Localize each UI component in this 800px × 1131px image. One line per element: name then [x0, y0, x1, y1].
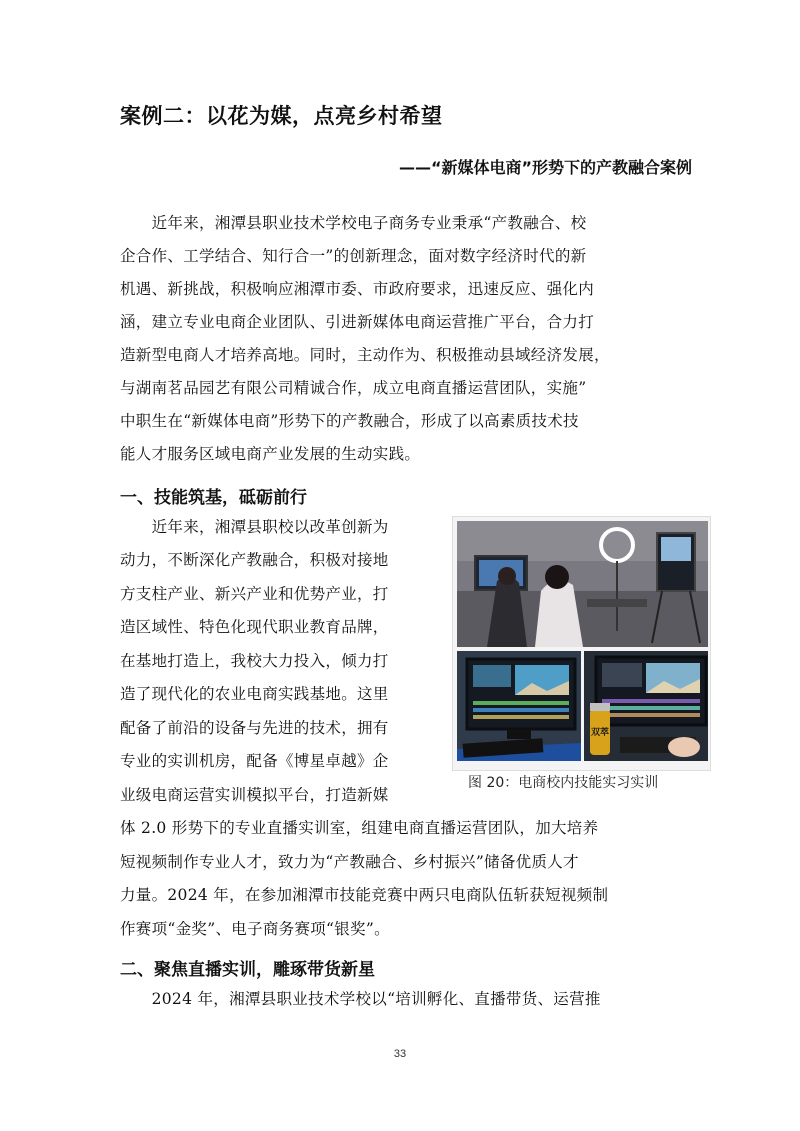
video-editing-photo [457, 651, 581, 761]
body-line: 短视频制作专业人才，致力为“产教融合、乡村振兴”储备优质人才 [120, 853, 579, 871]
body-line: 造了现代化的农业电商实践基地。这里 [120, 685, 389, 703]
case-subtitle: ——“新媒体电商”形势下的产教融合案例 [398, 158, 692, 177]
body-line: 配备了前沿的设备与先进的技术，拥有 [120, 719, 389, 737]
intro-line: 能人才服务区域电商产业发展的生动实践。 [120, 445, 421, 463]
section-heading: 二、聚焦直播实训，雕琢带货新星 [120, 960, 375, 980]
body-line: 近年来，湘潭县职校以改革创新为 [120, 518, 389, 536]
body-line: 体 2.0 形势下的专业直播实训室，组建电商直播运营团队，加大培养 [120, 819, 599, 837]
training-photo-collage [452, 516, 711, 771]
section-heading: 一、技能筑基，砥砺前行 [120, 488, 307, 508]
body-line: 在基地打造上，我校大力投入，倾力打 [120, 652, 389, 670]
body-line: 力量。2024 年，在参加湘潭市技能竞赛中两只电商队伍斩获短视频制 [120, 886, 609, 904]
case-title: 案例二：以花为媒，点亮乡村希望 [120, 104, 443, 128]
figure-caption: 图 20：电商校内技能实习实训 [468, 775, 659, 791]
intro-line: 造新型电商人才培养高地。同时，主动作为、积极推动县域经济发展， [120, 346, 610, 364]
intro-line: 涵，建立专业电商企业团队、引进新媒体电商运营推广平台，合力打 [120, 313, 595, 331]
body-line: 专业的实训机房，配备《博星卓越》企 [120, 752, 389, 770]
body-line: 动力，不断深化产教融合，积极对接地 [120, 551, 389, 569]
editing-workstation-photo [584, 651, 708, 761]
body-line: 业级电商运营实训模拟平台，打造新媒 [120, 786, 389, 804]
body-line: 作赛项“金奖”、电子商务赛项“银奖”。 [120, 920, 390, 938]
intro-line: 与湖南茗品园艺有限公司精诚合作，成立电商直播运营团队，实施” [120, 379, 587, 397]
body-line: 2024 年，湘潭县职业技术学校以“培训孵化、直播带货、运营推 [120, 990, 601, 1008]
intro-line: 近年来，湘潭县职业技术学校电子商务专业秉承“产教融合、校 [120, 214, 587, 232]
livestream-studio-photo [457, 521, 708, 647]
intro-line: 中职生在“新媒体电商”形势下的产教融合，形成了以高素质技术技 [120, 412, 579, 430]
intro-line: 企合作、工学结合、知行合一”的创新理念，面对数字经济时代的新 [120, 247, 587, 265]
body-line: 方支柱产业、新兴产业和优势产业，打 [120, 585, 389, 603]
body-line: 造区域性、特色化现代职业教育品牌， [120, 618, 389, 636]
bottle-label: 双萃 [590, 728, 610, 738]
page-number: 33 [393, 1048, 407, 1060]
intro-line: 机遇、新挑战，积极响应湘潭市委、市政府要求，迅速反应、强化内 [120, 280, 595, 298]
